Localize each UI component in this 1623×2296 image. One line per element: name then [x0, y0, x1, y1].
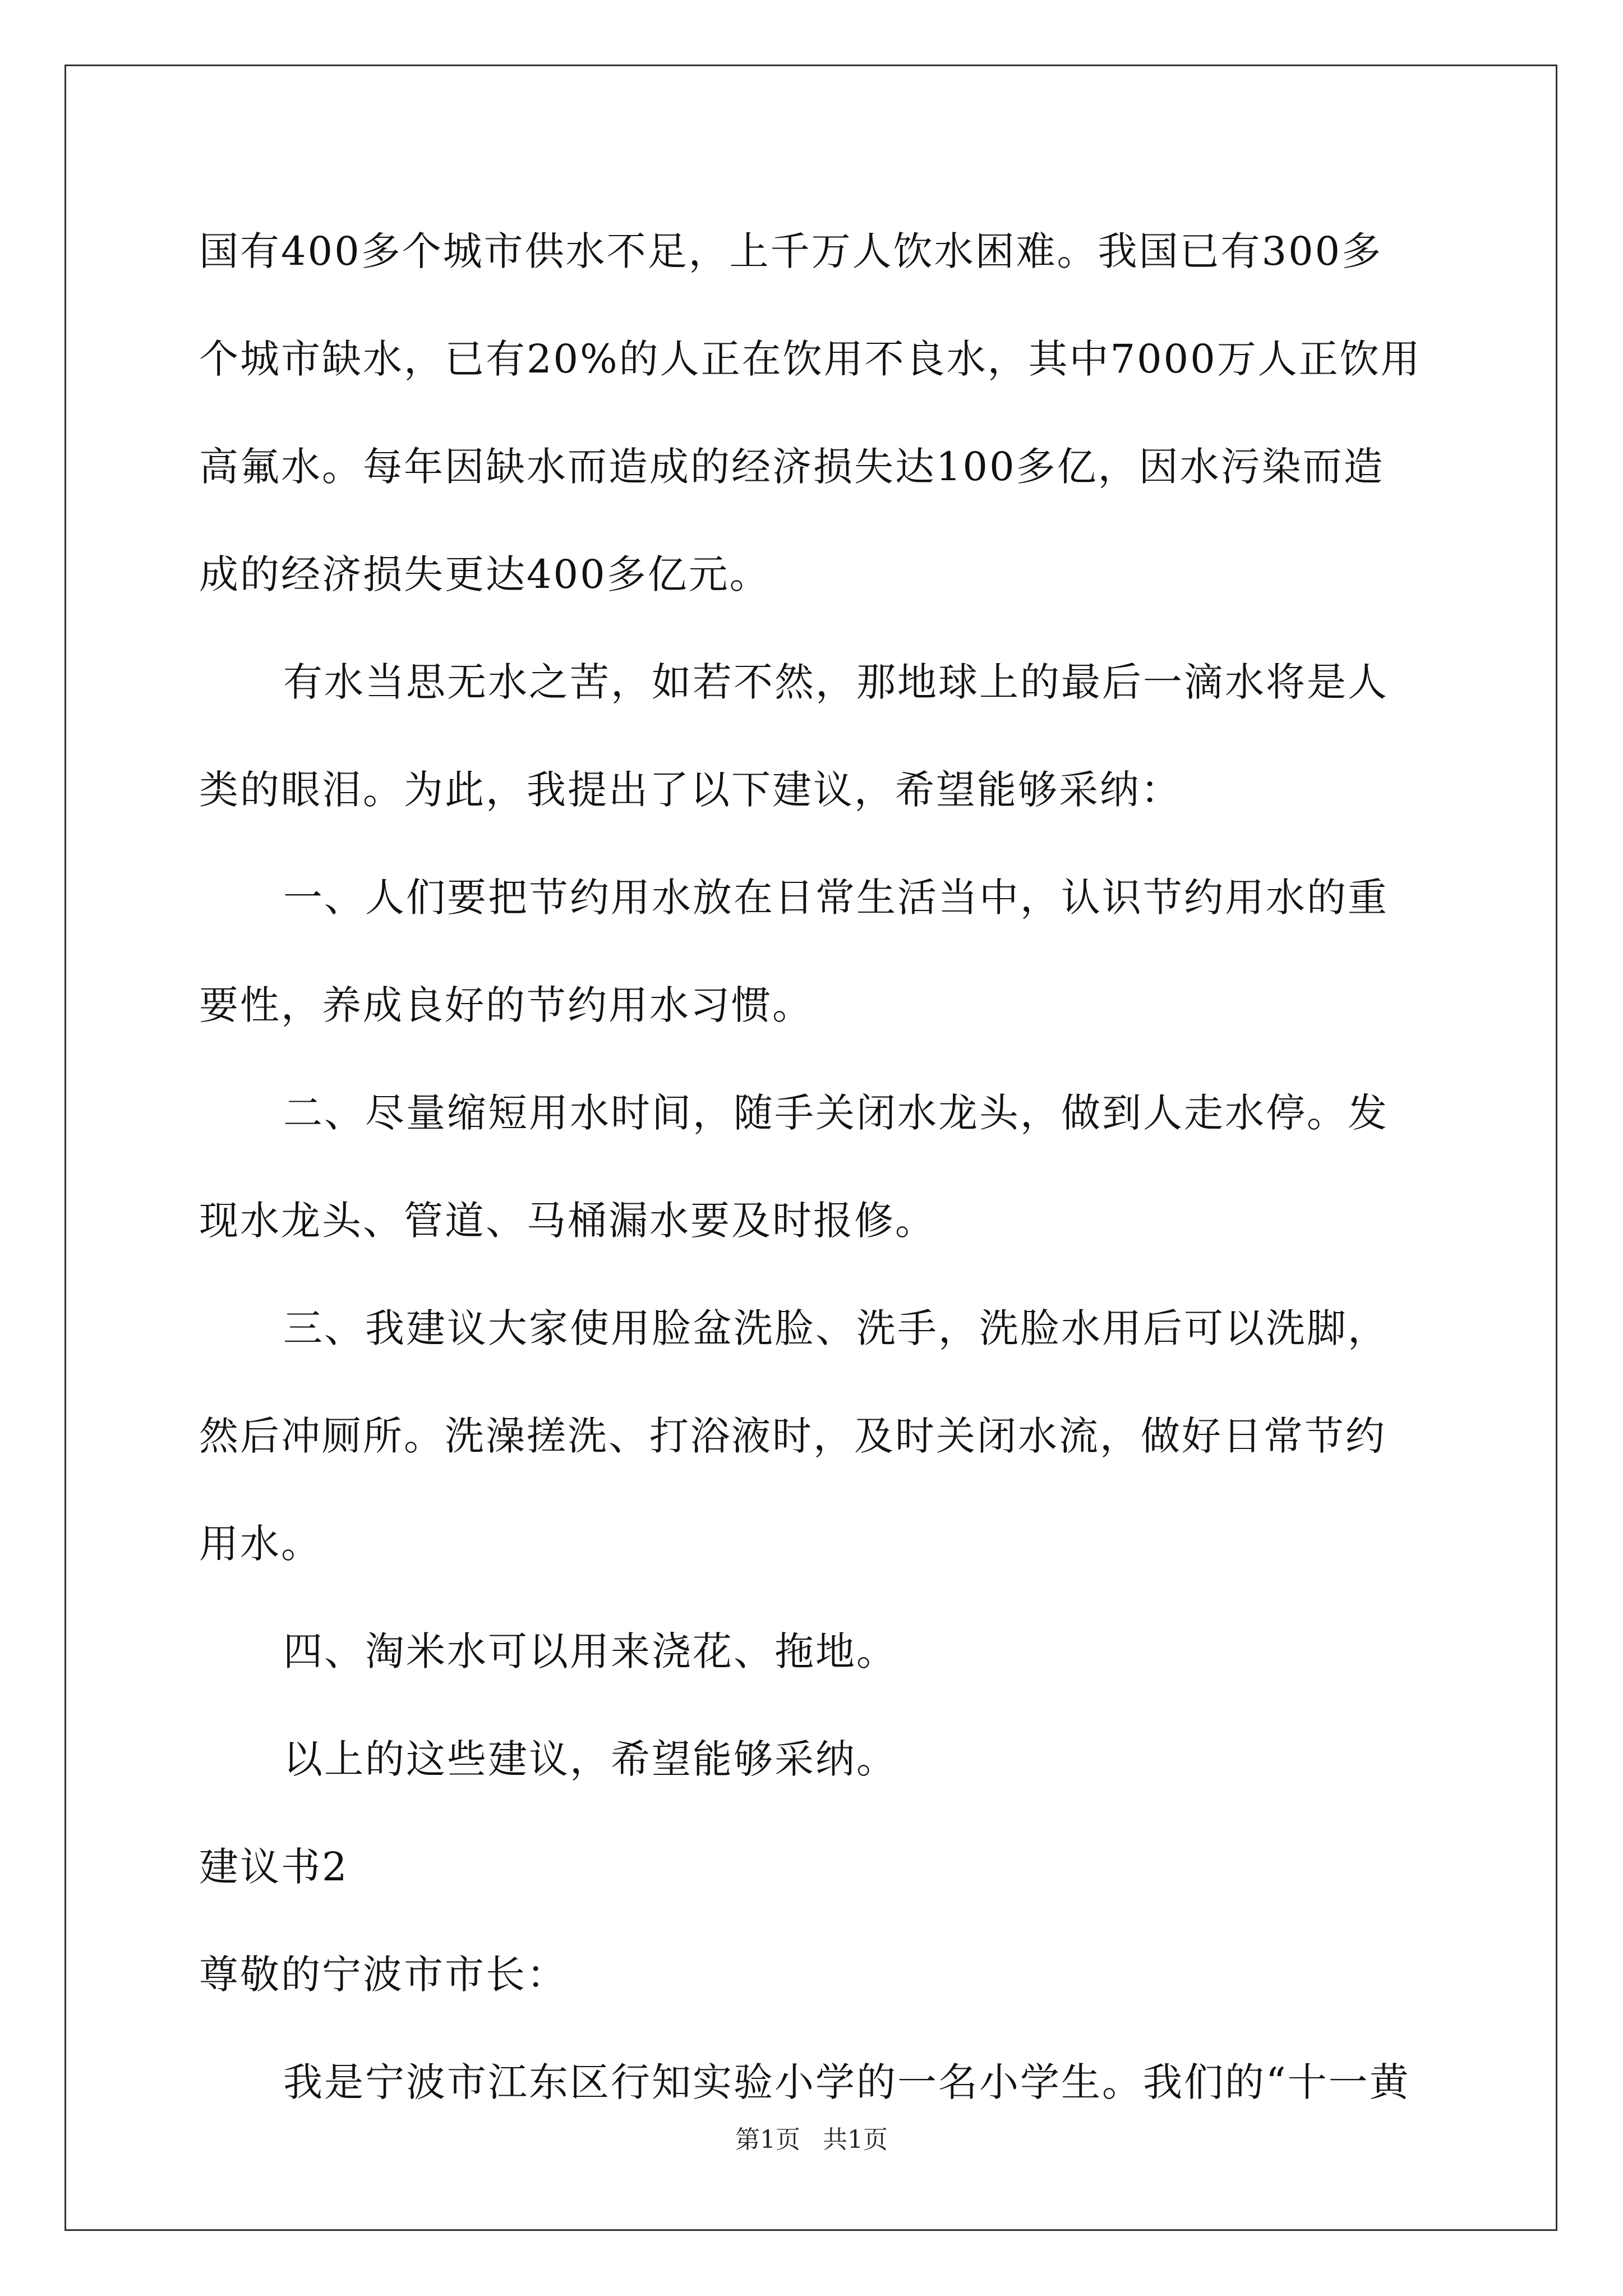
salutation: 尊敬的宁波市市长：: [199, 1952, 568, 1998]
paragraph-10: 我是宁波市江东区行知实验小学的一名小学生。我们的“十一黄: [283, 2059, 1410, 2105]
paragraph-2: 有水当思无水之苦，如若不然，那地球上的最后一滴水将是人类的眼泪。为此，我提出了以下建议，希望能够采纳：: [199, 659, 1389, 813]
page-footer: [0, 2123, 1623, 2157]
page-number-total: 共1页: [823, 2125, 888, 2154]
section-heading: 建议书2: [199, 1844, 349, 1890]
document-body: [199, 197, 1422, 2136]
paragraph-4: 二、尽量缩短用水时间，随手关闭水龙头，做到人走水停。发现水龙头、管道、马桶漏水要及时报修。: [199, 1090, 1389, 1244]
paragraph-3: 一、人们要把节约用水放在日常生活当中，认识节约用水的重要性，养成良好的节约用水习惯。: [199, 875, 1389, 1028]
paragraph-1: 国有400多个城市供水不足，上千万人饮水困难。我国已有300多个城市缺水，已有20%的人正在饮用不良水，其中7000万人正饮用高氟水。每年因缺水而造成的经济损失达100多亿，因水污染而造成的经济损失更达400多亿元。: [199, 228, 1422, 597]
paragraph-5: 三、我建议大家使用脸盆洗脸、洗手，洗脸水用后可以洗脚，然后冲厕所。洗澡搓洗、打浴液时，及时关闭水流，做好日常节约用水。: [199, 1305, 1389, 1567]
paragraph-6: 四、淘米水可以用来浇花、拖地。: [283, 1628, 897, 1674]
paragraph-7: 以上的这些建议，希望能够采纳。: [283, 1736, 897, 1782]
page-number-current: 第1页: [735, 2125, 800, 2154]
